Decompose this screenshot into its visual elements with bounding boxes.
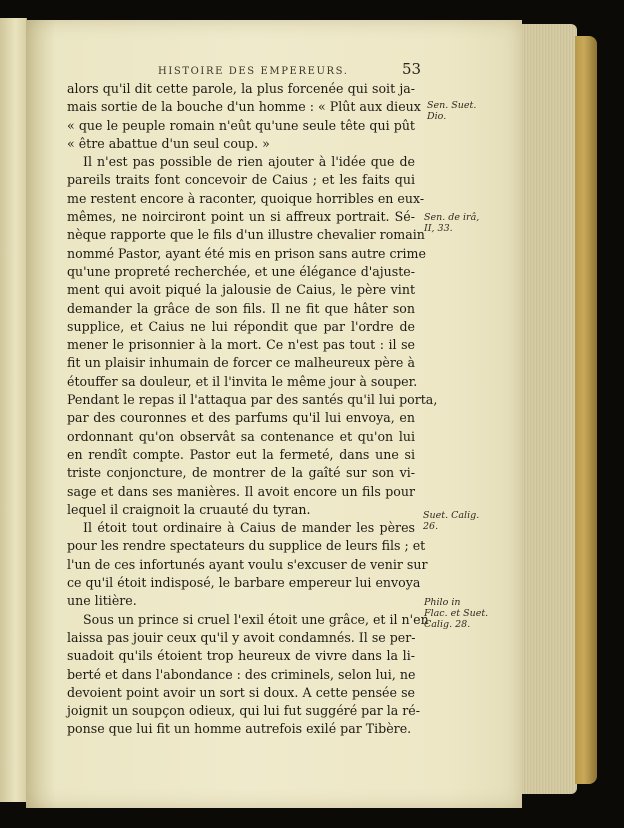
text-line: mener le prisonnier à la mort. Ce n'est pas tout : il se — [67, 337, 415, 353]
text-line: supplice, et Caius ne lui répondit que par l'ordre de — [67, 318, 415, 334]
marginal-note — [424, 212, 479, 234]
text-line: Il n'est pas possible de rien ajouter à l'idée que de — [83, 154, 415, 170]
text-line: ment qui avoit piqué la jalousie de Caius, le père vint — [67, 282, 415, 298]
page-number: 53 — [402, 60, 422, 78]
text-line: Pendant le repas il l'attaqua par des santés qu'il lui porta, — [67, 392, 438, 408]
marginal-note-line: Dio. — [427, 111, 447, 122]
text-line: laissa pas jouir ceux qu'il y avoit condamnés. Il se per- — [67, 629, 416, 645]
marginal-note-line: Calig. 28. — [424, 619, 471, 630]
marginal-note-line: 26. — [423, 521, 439, 532]
text-line: qu'une propreté recherchée, et une élégance d'ajuste- — [67, 263, 415, 279]
text-line: pour les rendre spectateurs du supplice de leurs fils ; et — [67, 538, 426, 554]
text-line: « que le peuple romain n'eût qu'une seule tête qui pût — [67, 117, 415, 133]
book-binding — [575, 36, 597, 784]
marginal-note-line: Flac. et Suet. — [424, 608, 489, 619]
text-line: triste conjoncture, de montrer de la gaîté sur son vi- — [67, 465, 415, 481]
text-line: devoient point avoir un sort si doux. A cette pensée se — [67, 684, 415, 700]
text-line: « être abattue d'un seul coup. » — [67, 135, 270, 151]
marginal-note-line: Sen. de irâ, — [424, 212, 480, 223]
marginal-note-line: II, 33. — [424, 223, 453, 234]
text-line: mais sortie de la bouche d'un homme : « Plût aux dieux — [67, 99, 421, 115]
text-line: une litière. — [67, 593, 137, 609]
text-line: berté et dans l'abondance : des criminels, selon lui, ne — [67, 666, 416, 682]
text-line: ponse que lui fit un homme autrefois exilé par Tibère. — [67, 721, 412, 737]
text-line: demander la grâce de son fils. Il ne fit que hâter son — [67, 300, 415, 316]
text-line: Il étoit tout ordinaire à Caius de mander les pères — [83, 520, 415, 536]
marginal-note — [427, 100, 476, 122]
text-line: pareils traits font concevoir de Caius ; et les faits qui — [67, 172, 415, 188]
running-head: HISTOIRE DES EMPEREURS. — [158, 66, 349, 77]
text-line: nèque rapporte que le fils d'un illustre chevalier romain — [67, 227, 425, 243]
text-line: en rendît compte. Pastor eut la fermeté, dans une si — [67, 446, 415, 462]
text-line: joignit un soupçon odieux, qui lui fut suggéré par la ré- — [67, 703, 421, 719]
text-line: l'un de ces infortunés ayant voulu s'excuser de venir sur — [67, 556, 428, 572]
marginal-note-line: Sen. Suet. — [427, 100, 477, 111]
text-line: nommé Pastor, ayant été mis en prison sans autre crime — [67, 245, 426, 261]
text-line: sage et dans ses manières. Il avoit encore un fils pour — [67, 483, 415, 499]
text-line: alors qu'il dit cette parole, la plus forcenée qui soit ja- — [67, 81, 415, 96]
text-line: étouffer sa douleur, et il l'invita le même jour à souper. — [67, 373, 418, 389]
text-line: par des couronnes et des parfums qu'il lui envoya, en — [67, 410, 415, 426]
text-line: me restent encore à raconter, quoique horribles en eux- — [67, 190, 425, 206]
text-line: Sous un prince si cruel l'exil étoit une grâce, et il n'en — [83, 611, 429, 627]
marginal-note-line: Philo in — [424, 597, 461, 608]
text-line: suadoit qu'ils étoient trop heureux de vivre dans la li- — [67, 648, 415, 664]
marginal-note — [423, 510, 479, 532]
page-edges — [515, 24, 577, 794]
text-line: ce qu'il étoit indisposé, le barbare empereur lui envoya — [67, 575, 421, 591]
text-line: fit un plaisir inhumain de forcer ce malheureux père à — [67, 355, 415, 371]
marginal-note — [424, 597, 488, 630]
text-line: lequel il craignoit la cruauté du tyran. — [67, 501, 311, 517]
text-line: mêmes, ne noirciront point un si affreux portrait. Sé- — [67, 209, 415, 225]
text-line: ordonnant qu'on observât sa contenance et qu'on lui — [67, 428, 415, 444]
marginal-note-line: Suet. Calig. — [423, 510, 480, 521]
facing-page-edge — [0, 18, 27, 802]
